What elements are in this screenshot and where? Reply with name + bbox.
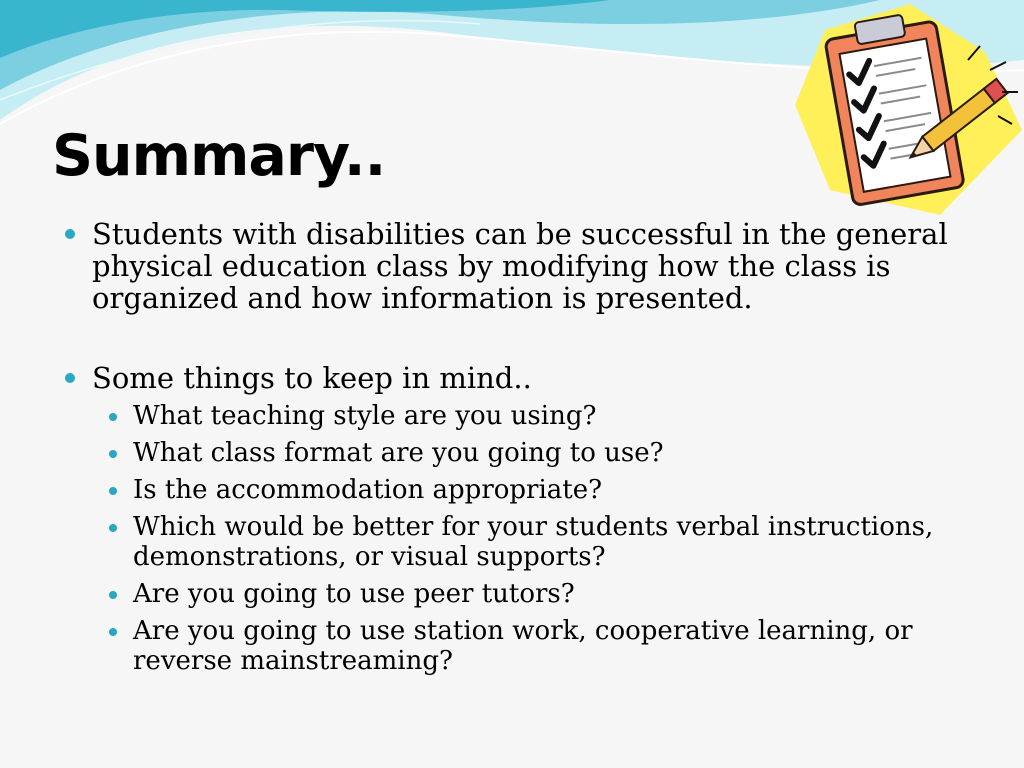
bullet-dot-icon	[109, 487, 117, 495]
slide-body	[62, 218, 982, 683]
sub-bullet-text: Are you going to use peer tutors?	[133, 579, 575, 609]
bullet-text: Some things to keep in mind..	[92, 361, 532, 395]
sub-bullet-item	[104, 616, 982, 676]
bullet-text: Students with disabilities can be successful in the general physical education class by modifying how the class is organized and how information is presented.	[92, 217, 948, 315]
bullet-dot-icon	[109, 591, 117, 599]
clipboard-checklist-pencil-icon	[790, 0, 1024, 222]
bullet-dot-icon	[109, 450, 117, 458]
sub-bullet-item	[104, 475, 982, 505]
sub-bullet-text: Are you going to use station work, cooperative learning, or reverse mainstreaming?	[133, 616, 913, 676]
slide-title: Summary..	[52, 123, 386, 189]
bullet-dot-icon	[109, 413, 117, 421]
sub-bullet-item	[104, 579, 982, 609]
sub-bullet-list	[104, 401, 982, 676]
bullet-item	[62, 218, 982, 314]
sub-bullet-text: What class format are you going to use?	[133, 438, 664, 468]
sub-bullet-text: Which would be better for your students verbal instructions, demonstrations, or visual supports?	[133, 512, 934, 572]
sub-bullet-text: Is the accommodation appropriate?	[133, 475, 603, 505]
sub-bullet-item	[104, 438, 982, 468]
bullet-item	[62, 362, 982, 676]
bullet-dot-icon	[109, 524, 117, 532]
sub-bullet-item	[104, 401, 982, 431]
sub-bullet-item	[104, 512, 982, 572]
bullet-dot-icon	[65, 229, 75, 239]
bullet-dot-icon	[65, 373, 75, 383]
bullet-dot-icon	[109, 628, 117, 636]
sub-bullet-text: What teaching style are you using?	[133, 401, 597, 431]
